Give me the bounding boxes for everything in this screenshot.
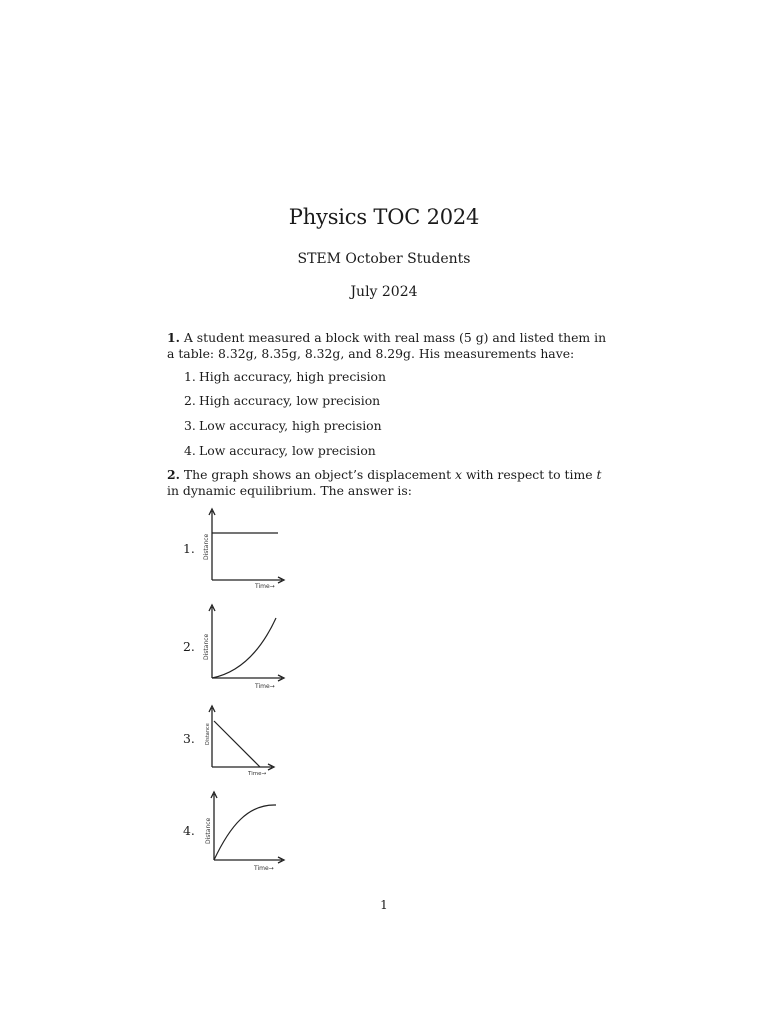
y-axis-label: Distance: [203, 633, 210, 660]
y-axis-label: Distance: [203, 533, 210, 560]
question-text-part: in dynamic equilibrium. The answer is:: [167, 483, 412, 498]
option-text: Low accuracy, high precision: [199, 418, 382, 433]
question-1-option-1: [184, 369, 386, 385]
x-axis-label: Time→: [248, 771, 267, 777]
page-number: 1: [380, 898, 388, 912]
question-1-option-2: [184, 393, 380, 409]
graph-option-4: [200, 786, 286, 876]
option-number: 2.: [184, 393, 196, 408]
graph-option-number: 2.: [183, 639, 195, 654]
x-axis-label: Time→: [254, 865, 274, 872]
option-number: 4.: [184, 443, 196, 458]
question-1-option-4: [184, 443, 376, 459]
y-axis-label: Distance: [205, 723, 211, 745]
graph-option-1: [200, 506, 286, 592]
question-1-option-3: [184, 418, 382, 434]
question-1: [167, 330, 607, 362]
document-author: STEM October Students: [297, 251, 471, 267]
graph-option-number: 4.: [183, 823, 195, 838]
graph-option-number: 3.: [183, 731, 195, 746]
option-text: High accuracy, high precision: [199, 369, 386, 384]
graph-curve: [212, 618, 276, 678]
question-text-part: The graph shows an object’s displacement: [183, 467, 456, 482]
graph-option-number: 1.: [183, 541, 195, 556]
option-number: 3.: [184, 418, 196, 433]
x-axis-label: Time→: [255, 583, 275, 590]
x-axis-label: Time→: [255, 683, 275, 690]
graph-curve: [214, 721, 260, 767]
question-number: 1.: [167, 330, 180, 345]
graph-curve: [214, 805, 276, 860]
question-2: [167, 467, 607, 499]
document-date: July 2024: [350, 284, 418, 300]
graph-descending-line: [200, 703, 286, 779]
variable-x: x: [455, 467, 463, 482]
document-title: Physics TOC 2024: [288, 205, 480, 229]
question-number: 2.: [167, 467, 180, 482]
y-axis-label: Distance: [205, 817, 212, 844]
question-text: A student measured a block with real mass (5 g) and listed them in a table: 8.32g, 8.35g, 8.32g, and 8.29g. His measurements have:: [167, 330, 607, 361]
graph-upward-curve: [200, 602, 286, 690]
graph-saturating-curve: [200, 786, 286, 876]
variable-t: t: [596, 467, 602, 482]
question-text-part: with respect to time: [462, 467, 597, 482]
option-text: High accuracy, low precision: [199, 393, 381, 408]
graph-option-2: [200, 602, 286, 690]
graph-option-3: [200, 703, 286, 779]
option-number: 1.: [184, 369, 196, 384]
graph-horizontal-line: [200, 506, 286, 592]
option-text: Low accuracy, low precision: [199, 443, 376, 458]
